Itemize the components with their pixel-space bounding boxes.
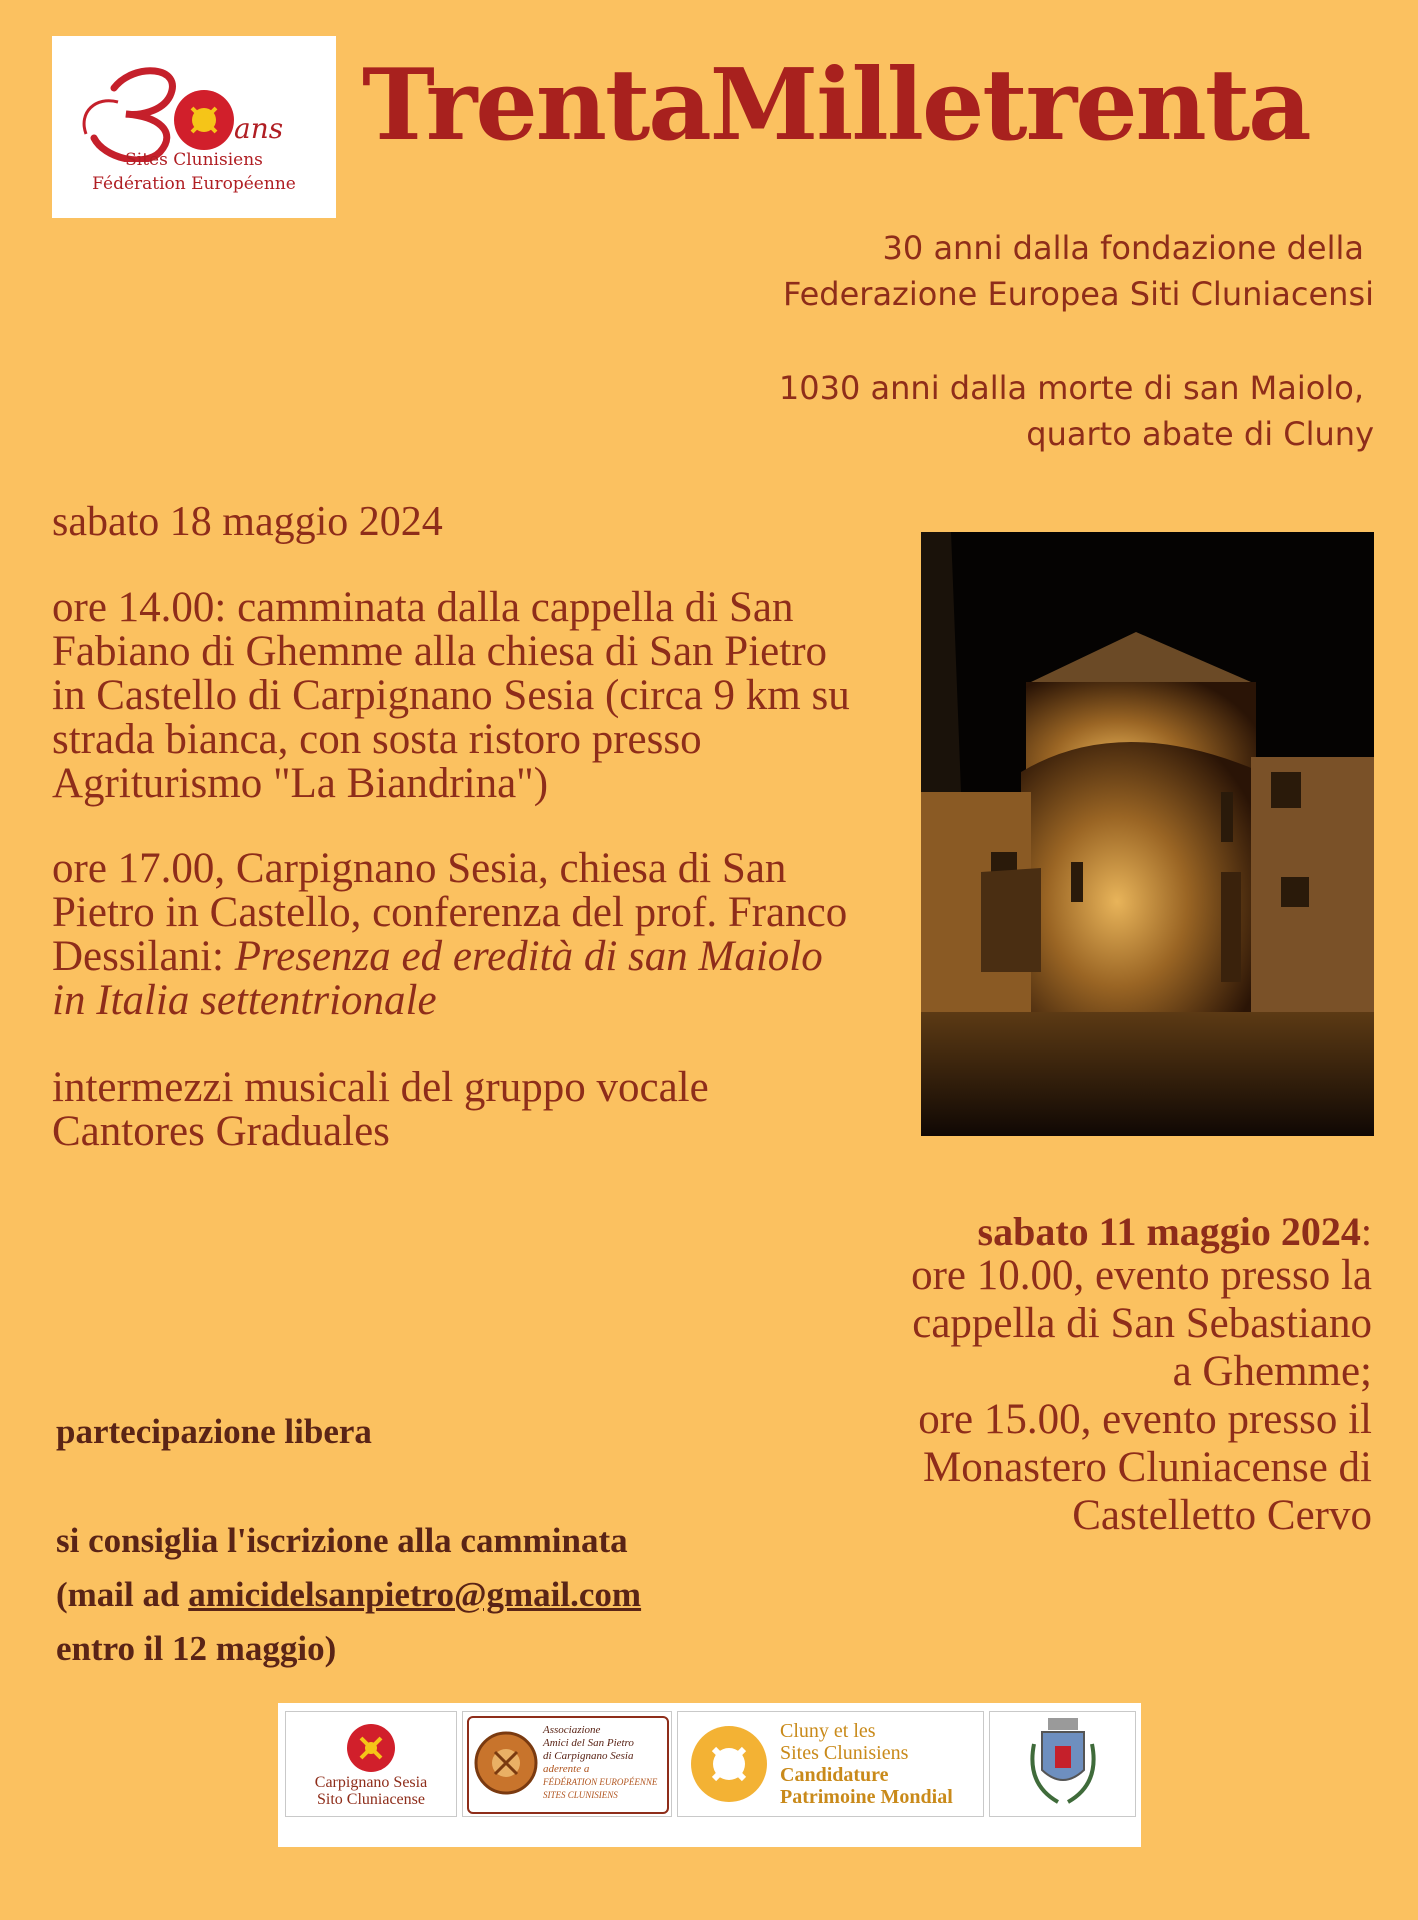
carpignano-logo (285, 1711, 457, 1817)
cluny-logo-text (780, 1720, 953, 1808)
conference-title: Presenza ed eredità di san Maiolo (234, 933, 823, 980)
carpignano-logo-line: Sito Cluniacense (317, 1791, 425, 1808)
coat-of-arms-icon (1018, 1714, 1108, 1814)
conference-title-cont: in Italia settentrionale (52, 977, 437, 1024)
cluny-logo-line: Patrimoine Mondial (780, 1786, 953, 1808)
event-11-line: cappella di San Sebastiano (912, 1300, 1372, 1347)
federation-logo (52, 36, 336, 218)
carpignano-logo-text (286, 1774, 456, 1808)
subtitle-foundation-line-1: 30 anni dalla fondazione della (882, 229, 1364, 267)
amici-logo-line: SITES CLUNISIENS (543, 1790, 618, 1800)
walk-description (52, 586, 912, 806)
medallion-icon (471, 1728, 541, 1798)
conference-line: ore 17.00, Carpignano Sesia, chiesa di San (52, 845, 787, 892)
conference-speaker: Dessilani: (52, 933, 235, 980)
walk-line: in Castello di Carpignano Sesia (circa 9 km su (52, 672, 850, 719)
carpignano-logo-line: Carpignano Sesia (314, 1774, 428, 1791)
participation-note: partecipazione libera (56, 1412, 372, 1451)
walk-line: ore 14.00: camminata dalla cappella di San (52, 584, 794, 631)
subtitle-anniversary (779, 365, 1374, 457)
conference-line: Pietro in Castello, conferenza del prof. Franco (52, 889, 848, 936)
page-title: TrentaMilletrenta (362, 48, 1310, 163)
amici-logo-line: di Carpignano Sesia (543, 1750, 634, 1762)
amici-logo-line: Amici del San Pietro (543, 1737, 634, 1749)
event-date-11-may (978, 1208, 1372, 1256)
conference-line (52, 933, 823, 980)
music-line: intermezzi musicali del gruppo vocale (52, 1064, 709, 1111)
event-11-line: ore 15.00, evento presso il (918, 1396, 1372, 1443)
municipal-crest-logo (989, 1711, 1136, 1817)
event-date-11-text: sabato 11 maggio 2024 (977, 1209, 1361, 1254)
registration-line-1: si consiglia l'iscrizione alla camminata (56, 1521, 628, 1560)
event-11-line: ore 10.00, evento presso la (911, 1252, 1372, 1299)
event-11-line: Monastero Cluniacense di (922, 1444, 1372, 1491)
registration-line-2 (56, 1568, 641, 1622)
registration-line-3: entro il 12 maggio) (56, 1629, 337, 1668)
walk-line: Agriturismo "La Biandrina") (52, 760, 549, 807)
music-description (52, 1066, 912, 1154)
cluny-candidature-logo (677, 1711, 984, 1817)
amici-logo-line: FÉDÉRATION EUROPÉENNE (543, 1777, 658, 1787)
svg-text:ans: ans (234, 112, 284, 145)
cluny-logo-line: Candidature (780, 1764, 889, 1786)
registration-note (56, 1514, 641, 1676)
music-line: Cantores Graduales (52, 1108, 390, 1155)
cluny-seal-icon (684, 1719, 774, 1809)
amici-logo-line: aderente a (543, 1763, 590, 1775)
30-ans-emblem-icon (74, 52, 314, 162)
conference-description (52, 847, 912, 1023)
event-11-line: Castelletto Cervo (1072, 1492, 1372, 1539)
cluny-logo-line: Cluny et les (780, 1720, 876, 1742)
walk-line: Fabiano di Ghemme alla chiesa di San Pietro (52, 628, 828, 675)
event-11-line: a Ghemme; (1172, 1348, 1372, 1395)
subtitle-foundation-line-2: Federazione Europea Siti Cluniacensi (782, 275, 1374, 313)
email-link[interactable]: amicidelsanpietro@gmail.com (188, 1575, 642, 1614)
logo-line-1: Sites Clunisiens (125, 150, 263, 170)
church-photo (921, 532, 1374, 1136)
event-date-11-colon: : (1360, 1209, 1372, 1254)
walk-line: strada bianca, con sosta ristoro presso (52, 716, 702, 763)
cluny-cross-icon (341, 1718, 401, 1778)
subtitle-anniversary-line-2: quarto abate di Cluny (1026, 415, 1374, 453)
partner-logos-strip (278, 1703, 1141, 1847)
subtitle-foundation (783, 225, 1374, 317)
amici-logo-line: Associazione (543, 1724, 601, 1736)
logo-line-2: Fédération Européenne (92, 174, 296, 194)
amici-logo-text (543, 1724, 657, 1802)
registration-prefix: (mail ad (56, 1575, 189, 1614)
event-date-18-may: sabato 18 maggio 2024 (52, 499, 443, 545)
amici-san-pietro-logo (462, 1711, 672, 1817)
cluny-logo-line: Sites Clunisiens (780, 1742, 909, 1764)
events-11-may (911, 1252, 1372, 1540)
subtitle-anniversary-line-1: 1030 anni dalla morte di san Maiolo, (778, 369, 1364, 407)
